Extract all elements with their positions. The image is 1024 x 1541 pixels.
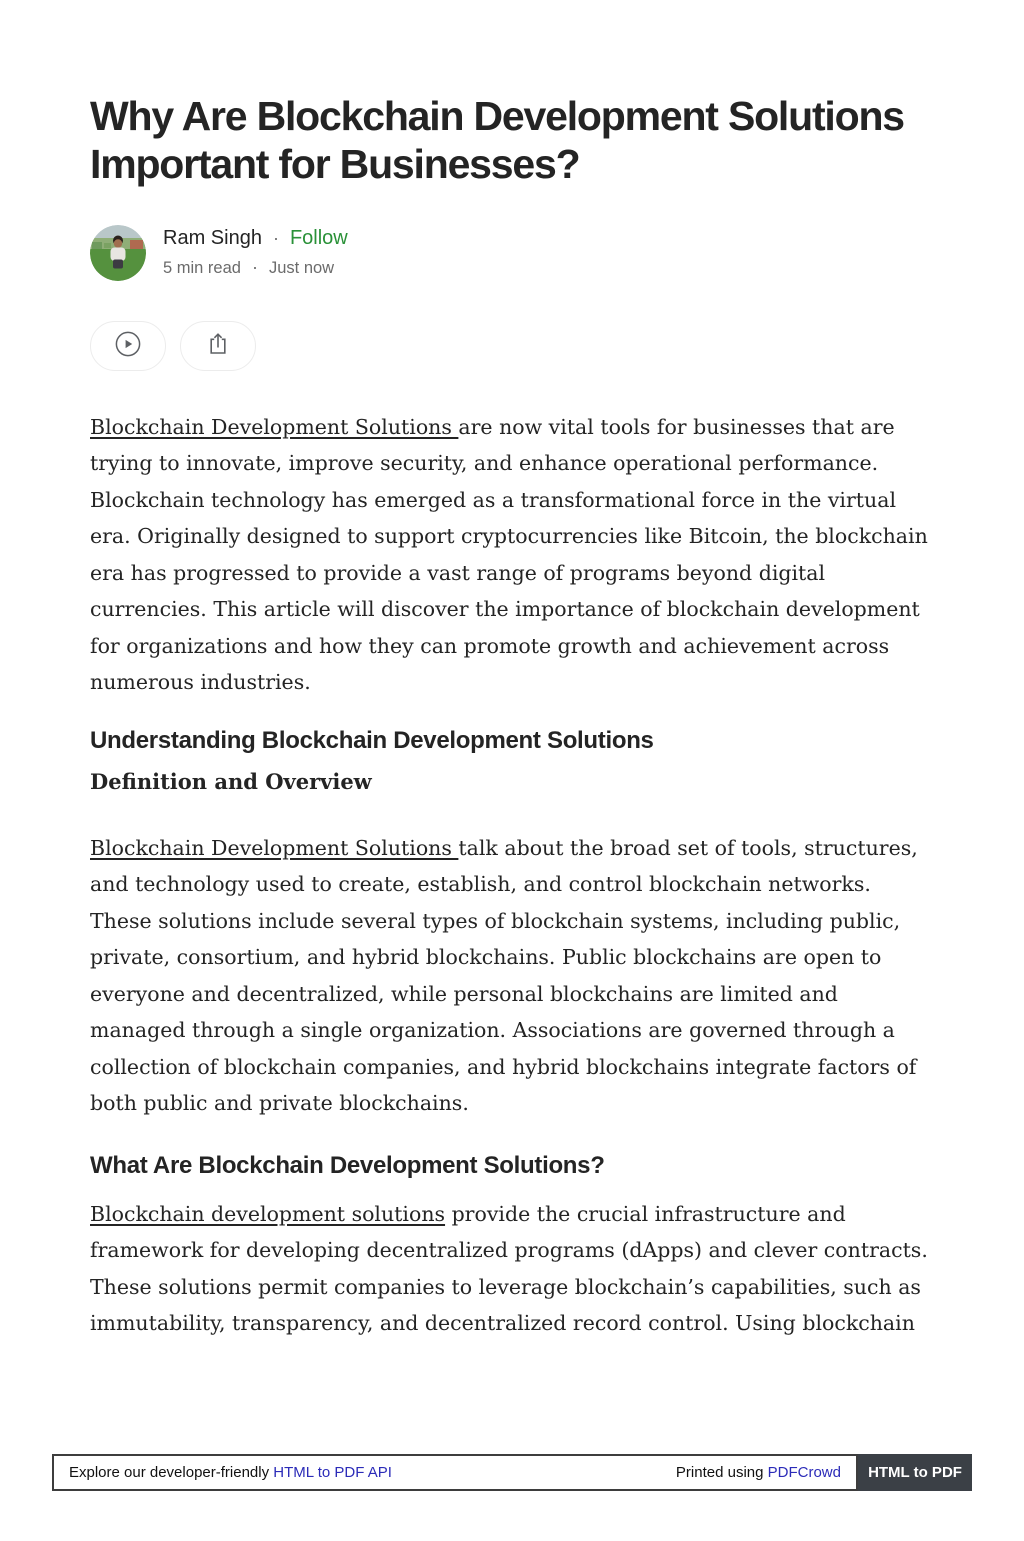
share-icon: [205, 331, 231, 360]
inline-link-blockchain-solutions[interactable]: Blockchain Development Solutions: [90, 414, 459, 439]
section-heading-understanding: Understanding Blockchain Development Solutions: [90, 726, 654, 754]
share-button[interactable]: [180, 321, 256, 371]
article-page: [90, 93, 935, 1342]
publish-time: Just now: [268, 259, 335, 278]
paragraph-text: are now vital tools for businesses that are trying to innovate, improve security, and enhance operational performance. Blockchain technology has emerged as a transformational force in the virtual era. Originally designed to support cryptocurrencies like Bitcoin, the blockchain era has progressed to provide a vast range of programs beyond digital currencies. This article will discover the importance of blockchain development for organizations and how they can promote growth and achievement across numerous industries.: [90, 414, 928, 695]
inline-link-blockchain-solutions[interactable]: Blockchain development solutions: [90, 1201, 446, 1226]
footer-info-bar: [52, 1454, 858, 1491]
play-icon: [115, 331, 141, 360]
follow-button[interactable]: Follow: [289, 227, 348, 250]
listen-button[interactable]: [90, 321, 166, 371]
author-name[interactable]: Ram Singh: [163, 227, 262, 250]
pdfcrowd-footer: [52, 1454, 972, 1491]
footer-left-prefix: Explore our developer-friendly: [69, 1464, 274, 1481]
footer-right-prefix: Printed using: [675, 1464, 768, 1481]
read-time: 5 min read: [163, 259, 241, 278]
separator-dot: ·: [272, 228, 279, 249]
avatar[interactable]: [90, 225, 146, 281]
html-to-pdf-button[interactable]: HTML to PDF: [858, 1454, 972, 1491]
pdfcrowd-link[interactable]: PDFCrowd: [767, 1464, 841, 1481]
paragraph-text: provide the crucial infrastructure and framework for developing decentralized programs (dApps) and clever contracts. These solutions permit companies to leverage blockchain’s capabilities, such as immutability, transparency, and decentralized record control. Using blockchain: [90, 1201, 928, 1336]
separator-dot: ·: [251, 257, 258, 278]
paragraph: [90, 830, 935, 1122]
html-to-pdf-api-link[interactable]: HTML to PDF API: [273, 1464, 392, 1481]
paragraph: [90, 409, 935, 701]
footer-right-text: [676, 1464, 841, 1481]
footer-left-text: [69, 1464, 392, 1481]
subsection-heading-definition: Definition and Overview: [90, 768, 372, 794]
paragraph: [90, 1196, 935, 1342]
section-heading-what-are: What Are Blockchain Development Solutions?: [90, 1151, 605, 1179]
paragraph-text: talk about the broad set of tools, structures, and technology used to create, establish, and control blockchain networks. These solutions include several types of blockchain systems, including public, private, consortium, and hybrid blockchains. Public blockchains are open to everyone and decentralized, while personal blockchains are limited and managed through a single organization. Associations are governed through a collection of blockchain companies, and hybrid blockchains integrate factors of both public and private blockchains.: [90, 835, 918, 1116]
byline-text: [163, 227, 348, 278]
byline: [90, 225, 935, 281]
article-actions: [90, 321, 935, 371]
avatar-photo: [90, 225, 146, 281]
inline-link-blockchain-solutions[interactable]: Blockchain Development Solutions: [90, 835, 459, 860]
article-title: Why Are Blockchain Development Solutions Important for Businesses?: [90, 93, 904, 187]
